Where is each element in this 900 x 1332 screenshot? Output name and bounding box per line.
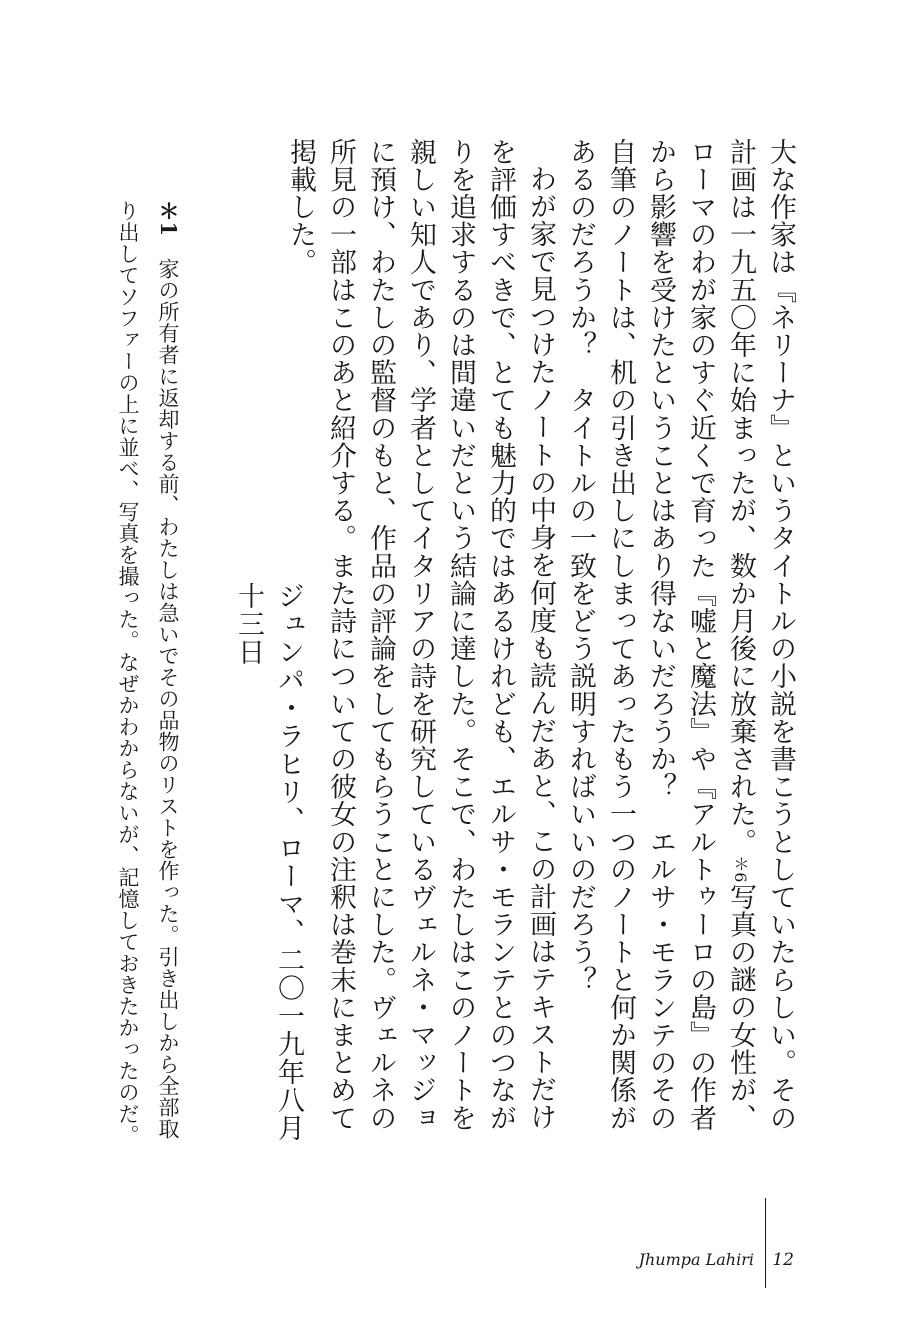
paragraph: わが家で見つけたノートの中身を何度も読んだあと、この計画はテキストだけを評価すべきで、とても魅力的ではあるけれども、エルサ・モランテとのつながりを追求するのは間違いだという結論に達した。そこで、わたしはこのノートを親しい知人であり、学者としてイタリアの詩を研究しているヴェルネ・マッジョに預け、わたしの監督のもと、作品の評論をしてもらうことにした。ヴェルネの所見の一部はこのあと紹介する。また詩についての彼女の注釈は巻末にまとめて掲載した。 (285, 138, 556, 1132)
footnote (108, 200, 188, 1160)
footnote-label: ＊1 (156, 200, 181, 237)
page-number: 12 (772, 1250, 794, 1270)
body-text (285, 138, 800, 1148)
paragraph-text: 写真の謎の女性が、ローマのわが家のすぐ近くで育った『嘘と魔法』や『アルトゥーロの島』の作者から影響を受けたということはあり得ないだろうか？ エルサ・モランテのその自筆のノートは、机の引き出しにしまってあったもう一つのノートと何か関係があるのだろうか？ タイトルの一致をどう説明すればいいのだろう？ (565, 138, 756, 1132)
footer-divider (765, 1198, 766, 1288)
footnote-reference: ＊6 (731, 855, 750, 883)
footnote-text: 家の所有者に返却する前、わたしは急いでその品物のリストを作った。引き出しから全部取り出してソファーの上に並べ、写真を撮った。なぜかわからないが、記憶しておきたかったのだ。 (116, 200, 180, 1146)
paragraph-text: 大な作家は『ネリーナ』というタイトルの小説を書こうとしていたらしい。その計画は一九五〇年に始まったが、数か月後に放棄された。 (725, 138, 796, 1132)
running-footer (624, 1198, 794, 1288)
paragraph (560, 138, 800, 1148)
author-signature: ジュンパ・ラヒリ、ローマ、二〇一九年八月十三日 (233, 582, 304, 1142)
footer-author-name: Jhumpa Lahiri (638, 1250, 754, 1269)
